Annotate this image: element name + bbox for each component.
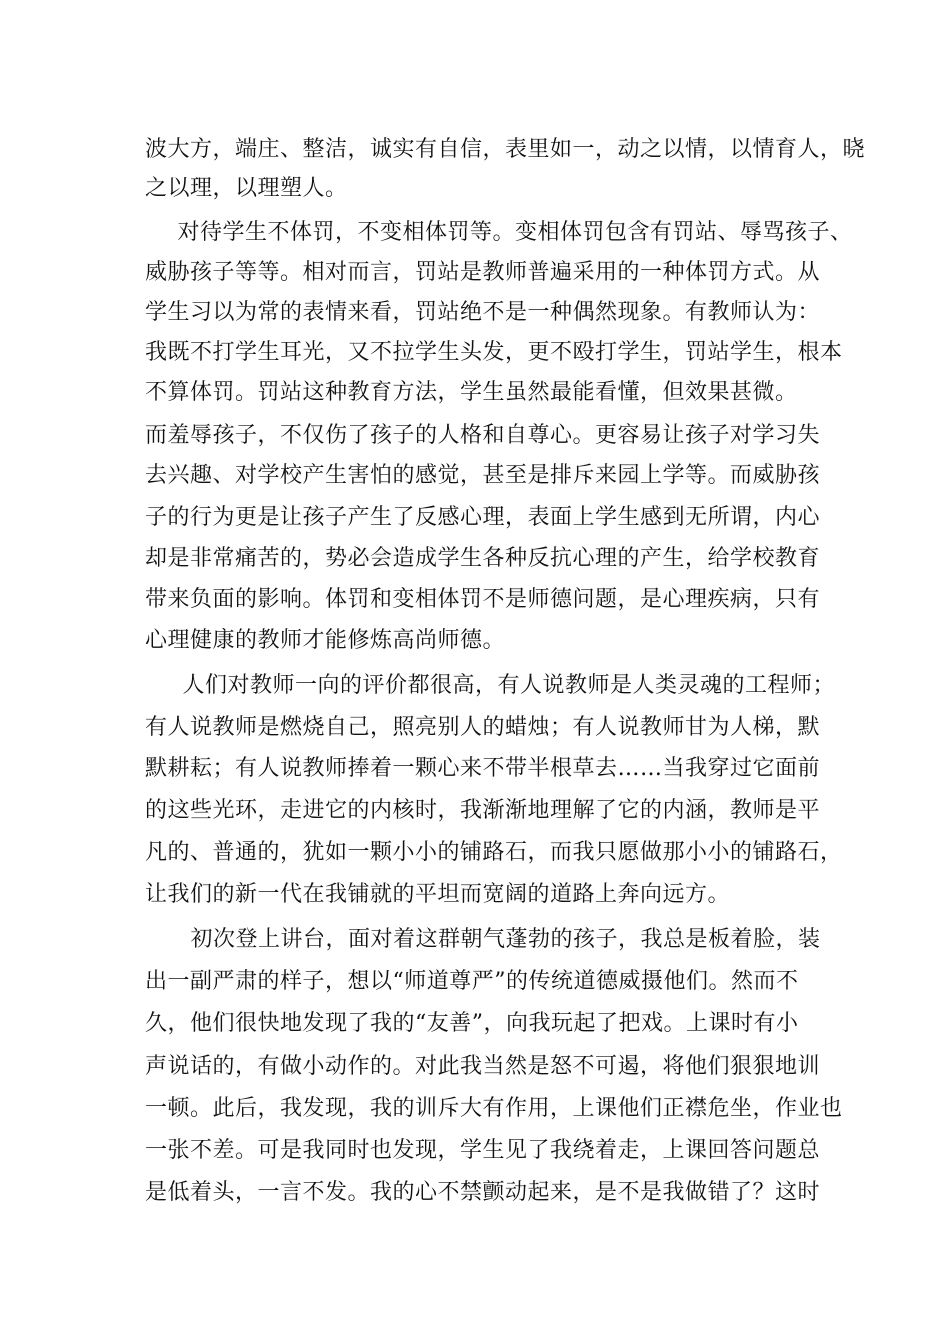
text-line: 之以理，以理塑人。 <box>145 176 348 201</box>
text-line: 对待学生不体罚，不变相体罚等。变相体罚包含有罚站、辱骂孩子、 <box>155 220 853 245</box>
text-line: 去兴趣、对学校产生害怕的感觉，甚至是排斥来园上学等。而威胁孩 <box>145 463 821 488</box>
text-line: 默耕耘；有人说教师捧着一颗心来不带半根草去……当我穿过它面前 <box>145 756 821 781</box>
text-line: 一顿。此后，我发现，我的训斥大有作用，上课他们正襟危坐，作业也 <box>145 1096 843 1121</box>
text-line: 有人说教师是燃烧自己，照亮别人的蜡烛；有人说教师甘为人梯，默 <box>145 715 821 740</box>
text-line: 是低着头，一言不发。我的心不禁颤动起来，是不是我做错了？这时 <box>145 1180 821 1205</box>
text-line: 让我们的新一代在我铺就的平坦而宽阔的道路上奔向远方。 <box>145 882 731 907</box>
text-line: 人们对教师一向的评价都很高，有人说教师是人类灵魂的工程师； <box>160 673 836 698</box>
text-line: 出一副严肃的样子，想以“师道尊严”的传统道德威摄他们。然而不 <box>145 969 799 994</box>
text-line: 波大方，端庄、整洁，诚实有自信，表里如一，动之以情，以情育人，晓 <box>145 137 866 162</box>
text-line: 子的行为更是让孩子产生了反感心理，表面上学生感到无所谓，内心 <box>145 505 821 530</box>
text-line: 带来负面的影响。体罚和变相体罚不是师德问题，是心理疾病，只有 <box>145 587 821 612</box>
text-line: 而羞辱孩子，不仅伤了孩子的人格和自尊心。更容易让孩子对学习失 <box>145 423 821 448</box>
text-line: 久，他们很快地发现了我的“友善”，向我玩起了把戏。上课时有小 <box>145 1011 799 1036</box>
text-line: 心理健康的教师才能修炼高尚师德。 <box>145 628 506 653</box>
text-line: 凡的、普通的，犹如一颗小小的铺路石，而我只愿做那小小的铺路石， <box>145 840 843 865</box>
text-line: 声说话的，有做小动作的。对此我当然是怒不可遏，将他们狠狠地训 <box>145 1054 821 1079</box>
text-line: 的这些光环，走进它的内核时，我渐渐地理解了它的内涵，教师是平 <box>145 798 821 823</box>
text-line: 威胁孩子等等。相对而言，罚站是教师普遍采用的一种体罚方式。从 <box>145 260 821 285</box>
text-line: 却是非常痛苦的，势必会造成学生各种反抗心理的产生，给学校教育 <box>145 546 821 571</box>
text-line: 初次登上讲台，面对着这群朝气蓬勃的孩子，我总是板着脸，装 <box>168 927 821 952</box>
text-line: 学生习以为常的表情来看，罚站绝不是一种偶然现象。有教师认为： <box>145 300 821 325</box>
text-line: 不算体罚。罚站这种教育方法，学生虽然最能看懂，但效果甚微。 <box>145 380 798 405</box>
text-line: 一张不差。可是我同时也发现，学生见了我绕着走，上课回答问题总 <box>145 1138 821 1163</box>
text-line: 我既不打学生耳光，又不拉学生头发，更不殴打学生，罚站学生，根本 <box>145 340 843 365</box>
